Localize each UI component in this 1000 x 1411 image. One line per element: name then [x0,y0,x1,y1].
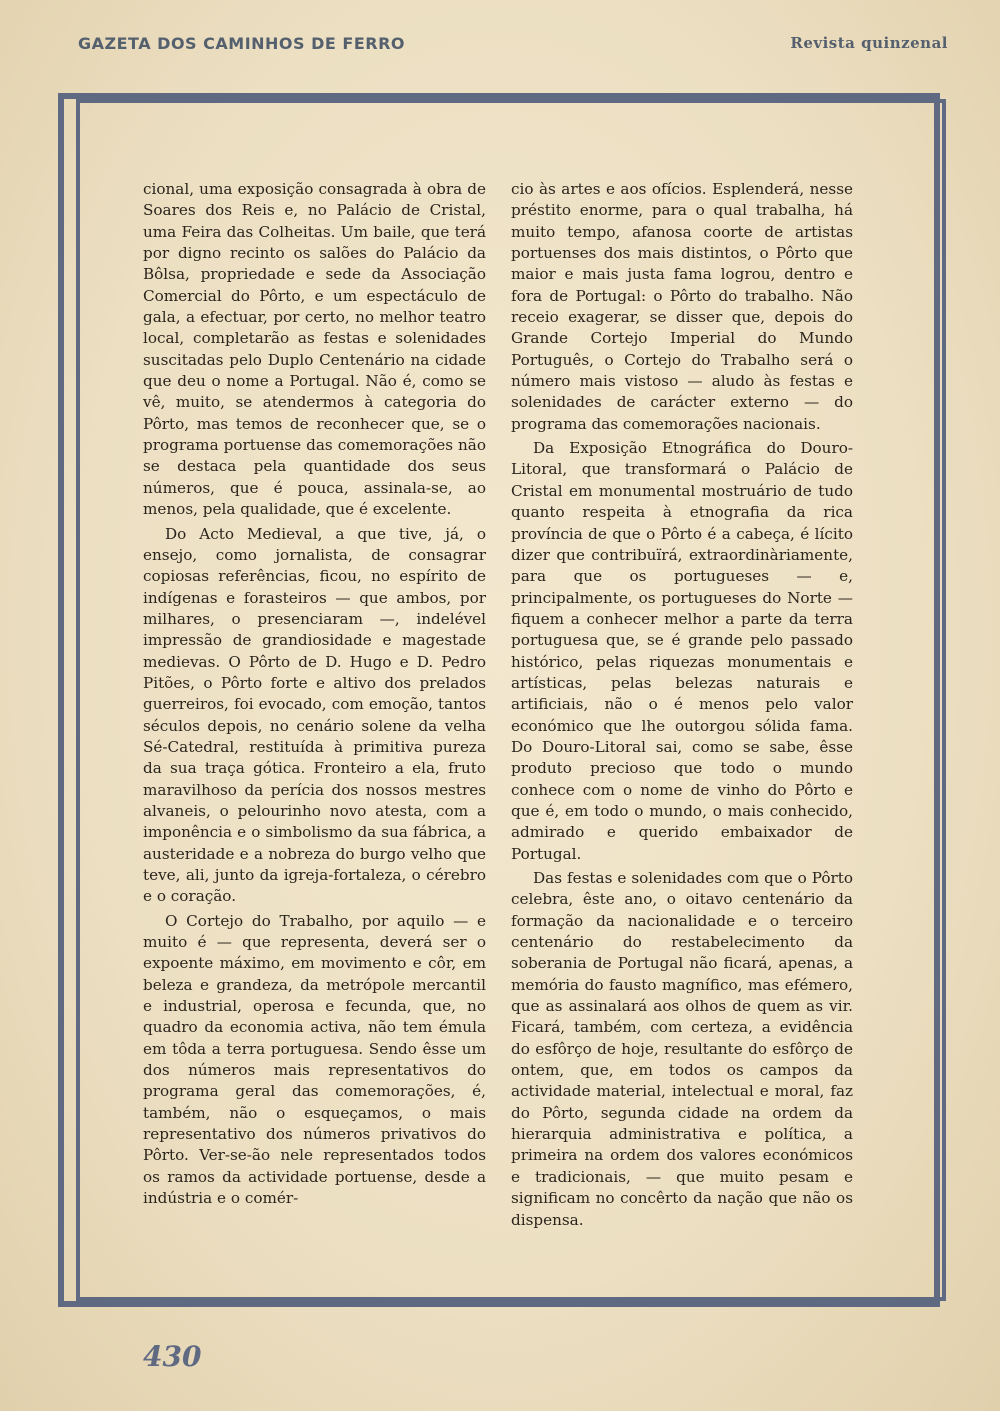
publication-title: GAZETA DOS CAMINHOS DE FERRO [78,34,406,53]
paragraph: O Cortejo do Trabalho, por aquilo — e muito é — que representa, deverá ser o expoente máximo, em movimento e côr, em beleza e grandeza, da metrópole mercantil e industrial, operosa e fecunda, que, no quadro da economia activa, não tem émula em tôda a terra portuguesa. Sendo êsse um dos números mais representativos do programa geral das comemorações, é, também, não o esqueçamos, o mais representativo dos números privativos do Pôrto. Ver-se-ão nele representados todos os ramos da actividade portuense, desde a indústria e o comér- [143,911,486,1208]
paragraph: cio às artes e aos ofícios. Esplenderá, nesse préstito enorme, para o qual trabalha, há muito tempo, afanosa coorte de artistas portuenses dos mais distintos, o Pôrto que maior e mais justa fama logrou, dentro e fora de Portugal: o Pôrto do trabalho. Não receio exagerar, se disser que, depois do Grande Cortejo Imperial do Mundo Português, o Cortejo do Trabalho será o número mais vistoso — aludo às festas e solenidades de carácter externo — do programa das comemorações nacionais. [511,180,853,433]
paragraph: Da Exposição Etnográfica do Douro-Litoral, que transformará o Palácio de Cristal em monumental mostruário de tudo quanto respeita à etnografia da rica província de que o Pôrto é a cabeça, é lícito dizer que contribuïrá, extraordinàriamente, para que os portugueses — e, principalmente, os portugueses do Norte — fiquem a conhecer melhor a parte da terra portuguesa que, se é grande pelo passado histórico, pelas riquezas monumentais e artísticas, pelas belezas naturais e artificiais, não o é menos pelo valor económico que lhe outorgou sólida fama. Do Douro-Litoral sai, como se sabe, êsse produto precioso que todo o mundo conhece com o nome de vinho do Pôrto e que é, em todo o mundo, o mais conhecido, admirado e querido embaixador de Portugal. [511,439,853,863]
paragraph: Das festas e solenidades com que o Pôrto celebra, êste ano, o oitavo centenário da formação da nacionalidade e o terceiro centenário do restabelecimento da soberania de Portugal não ficará, apenas, a memória do fausto magnífico, mas efémero, que as assinalará aos olhos de quem as vir. Ficará, também, com certeza, a evidência do esfôrço de hoje, resultante do esfôrço de ontem, que, em todos os campos da actividade material, intelectual e moral, faz do Pôrto, segunda cidade na ordem da hierarquia administrativa e política, a primeira na ordem dos valores económicos e tradicionais, — que muito pesam e significam no concêrto da nação que não os dispensa. [511,869,853,1229]
page-number: 430 [143,1340,202,1373]
paragraph: cional, uma exposição consagrada à obra de Soares dos Reis e, no Palácio de Cristal, uma Feira das Colheitas. Um baile, que terá por digno recinto os salões do Palácio da Bôlsa, propriedade e sede da Associação Comercial do Pôrto, e um espectáculo de gala, a efectuar, por certo, no melhor teatro local, completarão as festas e solenidades suscitadas pelo Duplo Centenário na cidade que deu o nome a Portugal. Não é, como se vê, muito, se atendermos à categoria do Pôrto, mas temos de reconhecer que, se o programa portuense das comemorações não se destaca pela quantidade dos seus números, que é pouca, assinala-se, ao menos, pela qualidade, que é excelente. [143,180,486,519]
text-column-right [511,179,853,1231]
paragraph: Do Acto Medieval, a que tive, já, o ensejo, como jornalista, de consagrar copiosas referências, ficou, no espírito de indígenas e forasteiros — que ambos, por milhares, o presenciaram —, indelével impressão de grandiosidade e magestade medievas. O Pôrto de D. Hugo e D. Pedro Pitões, o Pôrto forte e altivo dos prelados guerreiros, foi evocado, com emoção, tantos séculos depois, no cenário solene da velha Sé-Catedral, restituída à primitiva pureza da sua traça gótica. Fronteiro a ela, fruto maravilhoso da perícia dos nossos mestres alvaneis, o pelourinho novo atesta, com a imponência e o simbolismo da sua fábrica, a austeridade e a nobreza do burgo velho que teve, ali, junto da igreja-fortaleza, o cérebro e o coração. [143,524,486,906]
publication-frequency: Revista quinzenal [790,34,948,52]
text-column-left [143,179,486,1210]
